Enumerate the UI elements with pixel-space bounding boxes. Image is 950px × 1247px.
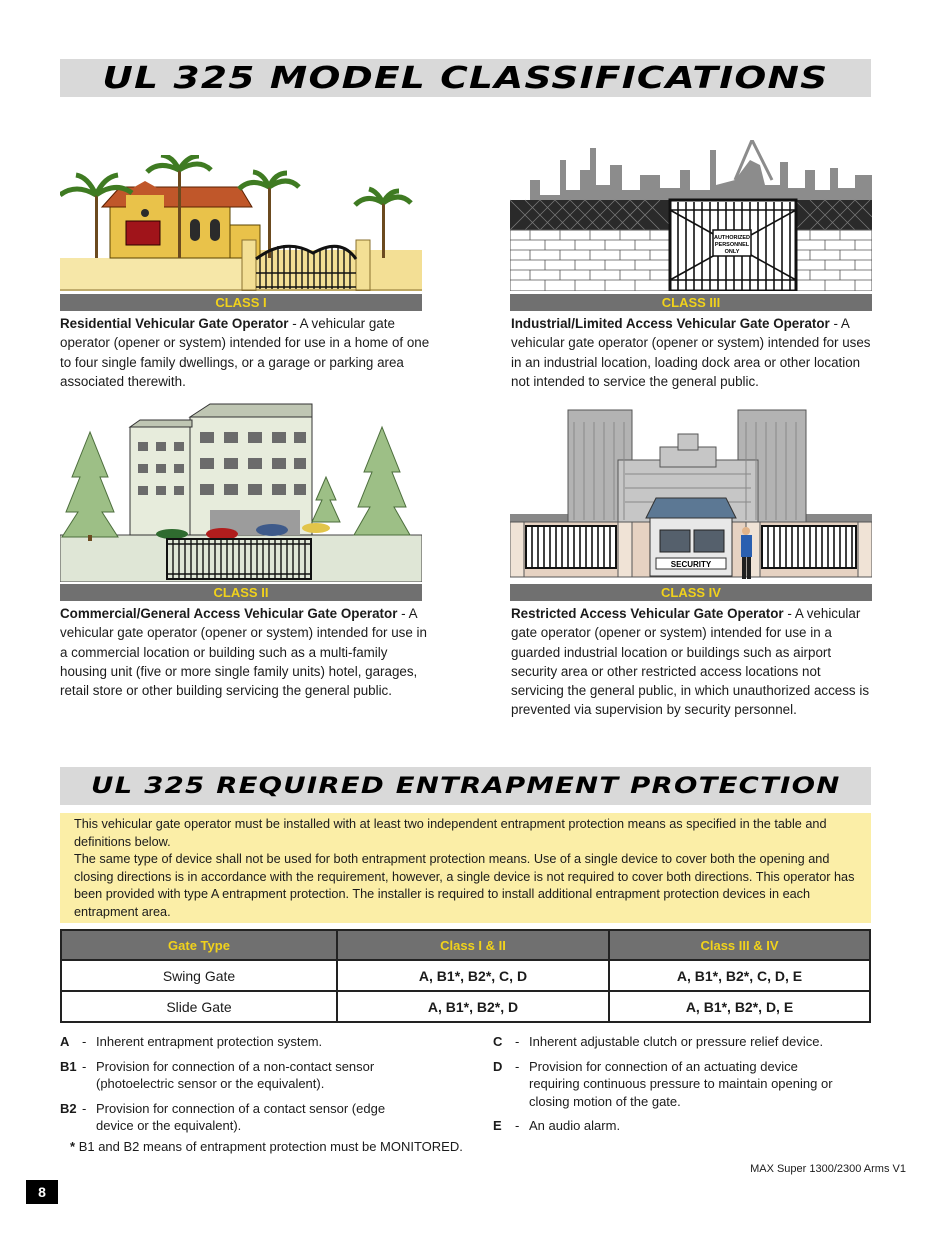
- class-1-2-cell: A, B1*, B2*, C, D: [337, 960, 609, 991]
- legend-text: An audio alarm.: [529, 1118, 621, 1133]
- legend-dash: -: [515, 1034, 520, 1049]
- installation-notice: [60, 813, 871, 923]
- header-gate-type: Gate Type: [61, 930, 337, 960]
- class-3-label: CLASS III: [510, 294, 872, 311]
- legend-dash: -: [515, 1058, 520, 1074]
- class-3-text: - A vehicular gate operator (opener or system) intended for uses in an industrial location, loading dock area or other location not intended to service the general public.: [511, 316, 871, 389]
- legend-item: [493, 1033, 833, 1051]
- legend-text: Provision for connection of a non-contact sensor (photoelectric sensor or the equivalent).: [96, 1058, 375, 1091]
- sign-personnel: PERSONNEL: [714, 242, 750, 248]
- footnote-mark: *: [70, 1139, 76, 1154]
- class-2-illustration: [60, 402, 422, 582]
- legend-left: [60, 1033, 390, 1142]
- legend-key: B2: [60, 1100, 77, 1116]
- footer-model-name: MAX Super 1300/2300 Arms V1: [750, 1163, 906, 1175]
- legend-key: D: [493, 1058, 503, 1074]
- class-2-heading: Commercial/General Access Vehicular Gate Operator: [60, 606, 398, 621]
- page-title: UL 325 MODEL CLASSIFICATIONS: [102, 60, 829, 96]
- class-3-heading: Industrial/Limited Access Vehicular Gate Operator: [511, 316, 830, 331]
- legend-key: E: [493, 1118, 502, 1133]
- footnote-text: B1 and B2 means of entrapment protection must be MONITORED.: [78, 1139, 463, 1154]
- legend-item: [60, 1033, 390, 1051]
- class-2-description: [60, 604, 432, 700]
- legend-key: C: [493, 1034, 503, 1049]
- legend-key: A: [60, 1034, 70, 1049]
- legend-text: Inherent adjustable clutch or pressure relief device.: [529, 1034, 824, 1049]
- table-header-row: [61, 930, 870, 960]
- page-title-banner: [60, 59, 871, 97]
- class-1-heading: Residential Vehicular Gate Operator: [60, 316, 289, 331]
- class-2-text: - A vehicular gate operator (opener or system) intended for use in a commercial location or building such as a multi-family housing unit (five or more single family units) hotel, garages, retail store or other building servicing the general public.: [60, 606, 427, 699]
- legend-item: [493, 1058, 833, 1111]
- entrapment-title: UL 325 REQUIRED ENTRAPMENT PROTECTION: [90, 773, 841, 799]
- class-3-4-cell: A, B1*, B2*, C, D, E: [609, 960, 870, 991]
- monitoring-footnote: [70, 1139, 463, 1154]
- legend-item: [493, 1117, 833, 1135]
- legend-right: [493, 1033, 833, 1142]
- class-1-label: CLASS I: [60, 294, 422, 311]
- class-4-description: [511, 604, 873, 720]
- legend-dash: -: [82, 1058, 87, 1074]
- legend-text: Provision for connection of an actuating device requiring continuous pressure to maintain opening or closing motion of the gate.: [529, 1058, 833, 1109]
- legend-key: B1: [60, 1058, 77, 1074]
- class-4-text: - A vehicular gate operator (opener or system) intended for use in a guarded industrial location or buildings such as airport security area or other restricted access locations not servicing the general public, in which unauthorized access is prevented via supervision by security personnel.: [511, 606, 870, 718]
- class-1-text: - A vehicular gate operator (opener or system) intended for use in a home of one to four single family dwellings, or a garage or parking area associated therewith.: [60, 316, 430, 389]
- table-row: [61, 991, 870, 1022]
- class-3-illustration: [510, 140, 872, 291]
- class-1-2-cell: A, B1*, B2*, D: [337, 991, 609, 1022]
- header-class-3-4: Class III & IV: [609, 930, 870, 960]
- class-4-heading: Restricted Access Vehicular Gate Operator: [511, 606, 784, 621]
- legend-item: [60, 1100, 390, 1135]
- class-4-illustration: [510, 402, 872, 582]
- table-row: [61, 960, 870, 991]
- class-2-label: CLASS II: [60, 584, 422, 601]
- class-3-description: [511, 314, 871, 391]
- header-class-1-2: Class I & II: [337, 930, 609, 960]
- legend-text: Provision for connection of a contact sensor (edge device or the equivalent).: [96, 1100, 386, 1133]
- sign-security: SECURITY: [670, 560, 712, 569]
- class-1-description: [60, 314, 432, 391]
- legend-dash: -: [515, 1118, 520, 1133]
- legend-dash: -: [82, 1034, 87, 1049]
- legend-text: Inherent entrapment protection system.: [96, 1034, 323, 1049]
- class-3-4-cell: A, B1*, B2*, D, E: [609, 991, 870, 1022]
- class-4-label: CLASS IV: [510, 584, 872, 601]
- notice-paragraph-1: This vehicular gate operator must be installed with at least two independent entrapment protection means as specified in the table and definitions below.: [74, 817, 827, 849]
- notice-paragraph-2: The same type of device shall not be used for both entrapment protection means. Use of a single device to cover both the opening and closing directions is in accordance with the requirement, however, a single device is not required to cover both directions. This operator has been provided with type A entrapment protection. The installer is required to install additional entrapment protection devices in each entrapment area.: [74, 852, 855, 919]
- legend-dash: -: [82, 1100, 87, 1116]
- legend-item: [60, 1058, 390, 1093]
- gate-type-cell: Slide Gate: [61, 991, 337, 1022]
- class-1-illustration: [60, 155, 422, 291]
- sign-authorized: AUTHORIZED: [713, 235, 751, 241]
- entrapment-table: [60, 929, 871, 1023]
- page-number: 8: [26, 1180, 58, 1204]
- gate-type-cell: Swing Gate: [61, 960, 337, 991]
- sign-only: ONLY: [724, 249, 740, 255]
- entrapment-title-banner: [60, 767, 871, 805]
